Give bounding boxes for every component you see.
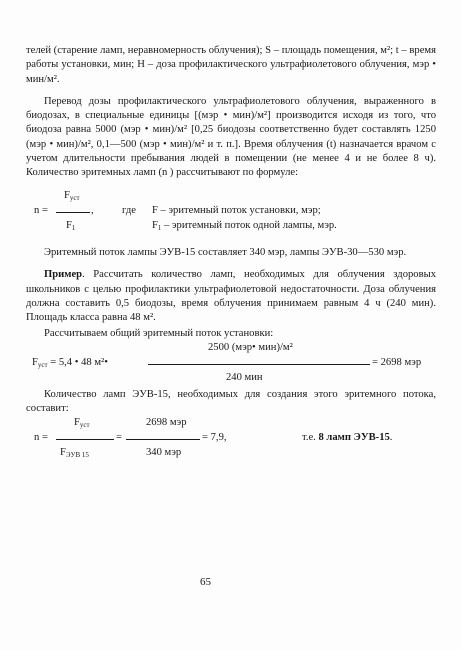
formula3-numerator-symbol: Fуст: [74, 417, 90, 429]
formula2-denominator: 240 мин: [226, 372, 263, 383]
formula1-definition-f: F – эритемный поток установки, мэр;: [152, 205, 321, 216]
paragraph-calc-flux: Рассчитываем общий эритемный поток установки:: [44, 328, 274, 340]
formula3-conclusion: т.е. 8 ламп ЭУВ-15.: [302, 432, 393, 443]
formula3-lhs: n =: [34, 432, 48, 443]
paragraph-dose-conversion: Перевод дозы профилактического ультрафиолетового облучения, выраженного в биодозах, в специальные единицы [(мэр • мин)/м²] производится исходя из того, что биодоза равна 5000 (мэр • мин)/м² [0,25 биодозы соответственно будет составлять 1250 (мэр • мин)/м², 0,1—500 (мэр • мин)/м² и т. п.]. Время облучения (t) назначается врачом с учетом длительности пребывания людей в помещении (не менее 4 и не более 8 ч). Количество эритемных ламп (n ) рассчитывают по формуле:: [26, 95, 436, 179]
paragraph-lamp-count: Количество ламп ЭУВ-15, необходимых для создания этого эритемного потока, составит:: [26, 389, 436, 415]
text-block-bottom: [26, 388, 436, 417]
formula2-fraction-bar: [148, 364, 370, 365]
formula3-fraction-bar-2: [126, 439, 200, 440]
formula3-denominator-value: 340 мэр: [146, 447, 182, 458]
formula1-where: где: [122, 205, 136, 216]
formula1-lhs: n =: [34, 205, 48, 216]
formula2-numerator: 2500 (мэр• мин)/м²: [208, 342, 293, 353]
formula3-result: = 7,9,: [202, 432, 227, 443]
formula1-comma: ,: [91, 205, 94, 216]
formula3-denominator-symbol: FЭУВ 15: [60, 447, 89, 459]
paragraph-example: Пример. Рассчитать количество ламп, необходимых для облучения здоровых школьников с целью профилактики ультрафиолетовой недостаточности. Доза облучения должна составить 0,5 биодозы, время облучения принимаем равным 4 ч (240 мин). Площадь класса равна 48 м².: [26, 269, 436, 324]
formula3-fraction-bar-1: [56, 439, 114, 440]
paragraph-lamp-flux: Эритемный поток лампы ЭУВ-15 составляет 340 мэр, лампы ЭУВ-30—530 мэр.: [44, 247, 407, 258]
formula3-numerator-value: 2698 мэр: [146, 417, 187, 428]
formula1-denominator: F1: [66, 220, 76, 232]
formula1-fraction-bar: [56, 212, 90, 213]
formula3-equals: =: [116, 432, 122, 443]
paragraph-definitions: телей (старение ламп, неравномерность облучения); S – площадь помещения, м²; t – время работы установки, мин; Н – доза профилактического ультрафиолетового облучения, мэр • мин/м².: [26, 45, 436, 85]
text-block-middle: [26, 246, 436, 342]
page-number: 65: [200, 576, 211, 588]
text-block-top: [26, 44, 436, 181]
formula2-lhs: Fуст = 5,4 • 48 м²•: [32, 357, 108, 369]
formula1-numerator: Fуст: [64, 190, 80, 202]
formula1-definition-f1: F1 – эритемный поток одной лампы, мэр.: [152, 220, 337, 232]
formula2-result: = 2698 мэр: [372, 357, 422, 368]
